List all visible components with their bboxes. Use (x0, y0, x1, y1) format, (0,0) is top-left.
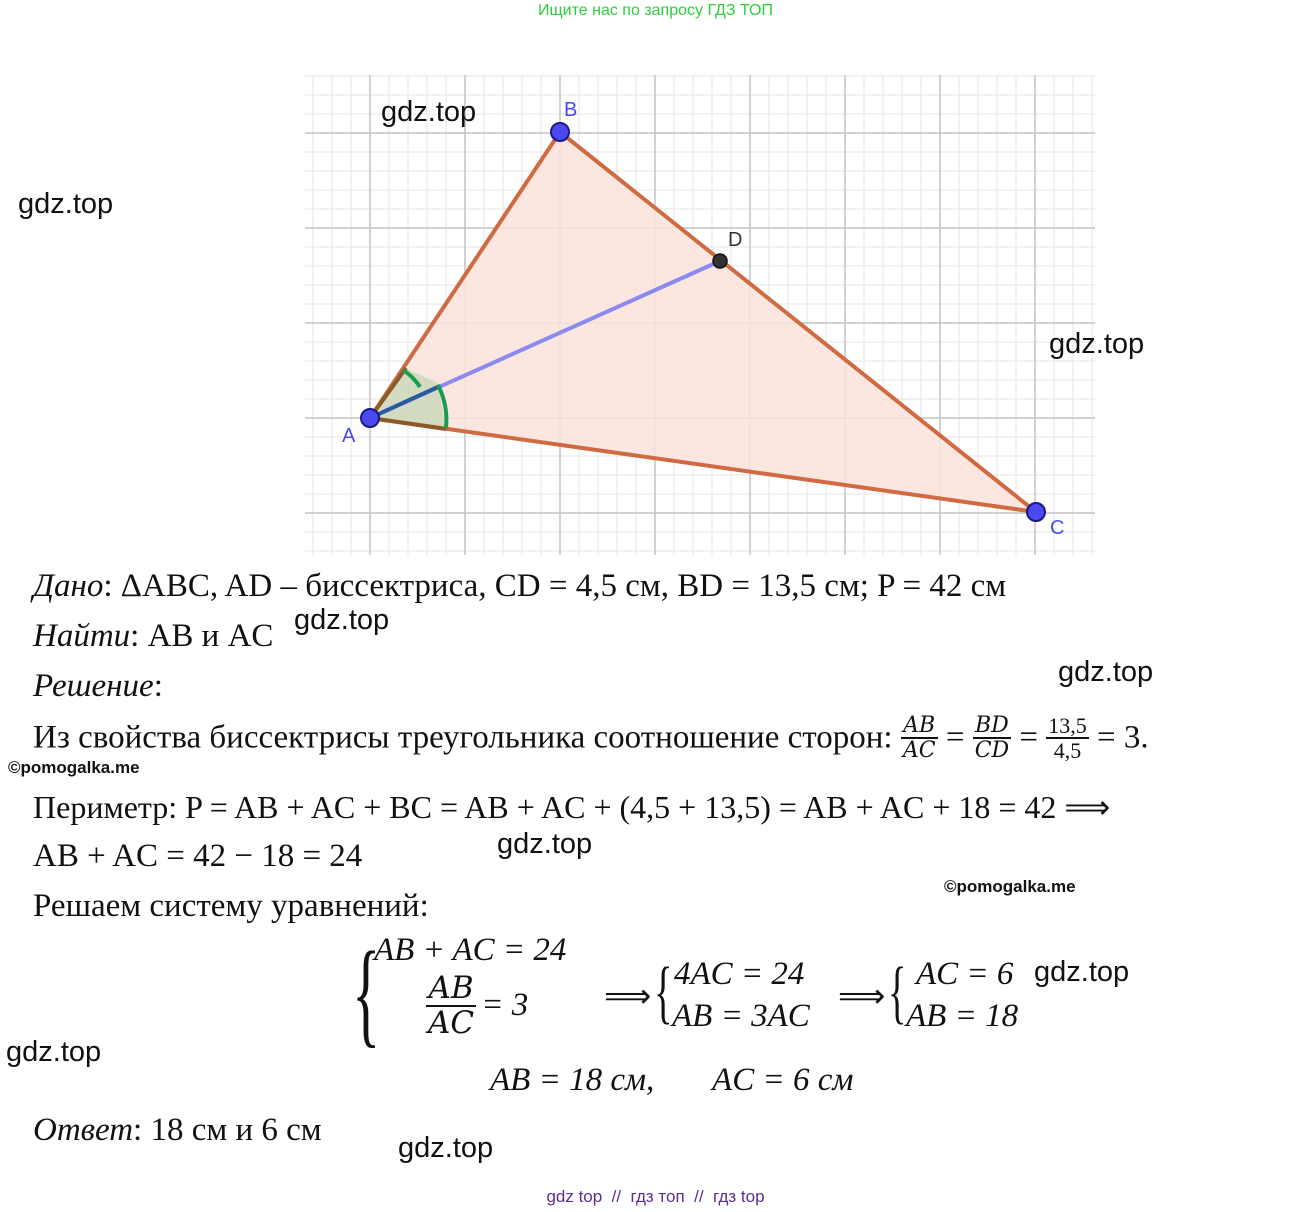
find-line (33, 618, 273, 655)
point-a (361, 409, 379, 427)
given-line (33, 568, 1006, 605)
watermark-gdz-9: gdz.top (398, 1132, 494, 1164)
perimeter-line-1: Периметр: P = AB + AC + BC = AB + AC + (4,5 + 13,5) = AB + AC + 18 = 42 ⟹ (33, 789, 1111, 825)
watermark-gdz-8: gdz.top (6, 1036, 102, 1068)
solution-label: Решение (33, 668, 154, 704)
fraction-numbers: $\frac{13,5}{4,5}$ (1048, 713, 1087, 764)
system-brace-2: { (654, 954, 673, 1031)
system-arrow-2: ⟹ (838, 979, 886, 1015)
answer-line (33, 1112, 322, 1149)
solution-line (33, 668, 163, 705)
ratio-text: Из свойства биссектрисы треугольника соотношение сторон: (33, 719, 901, 756)
watermark-gdz-5: gdz.top (1058, 656, 1154, 688)
given-text: : ΔABC, AD – биссектриса, CD = 4,5 см, BD = 13,5 см; P = 42 см (103, 568, 1007, 604)
given-label: Дано (33, 568, 104, 604)
find-text: : AB и AC (130, 618, 274, 654)
label-a: A (342, 425, 356, 447)
watermark-pomogalka-2: ©pomogalka.me (944, 877, 1076, 896)
system3-line-1: AC = 6 (916, 956, 1014, 992)
system-eq-1: AB + AC = 24 (374, 932, 567, 968)
triangle-figure (0, 0, 1311, 560)
search-hint: Ищите нас по запросу ГДЗ ТОП (538, 2, 773, 19)
point-d (713, 254, 727, 268)
ratio-result: = 3. (1097, 719, 1149, 756)
watermark-gdz-3: gdz.top (1049, 328, 1145, 360)
footer-links[interactable]: gdz top // гдз топ // гдз top (546, 1187, 765, 1206)
watermark-gdz-7: gdz.top (1034, 956, 1130, 988)
point-b (551, 123, 569, 141)
system-brace-1: { (352, 927, 381, 1058)
perimeter-line-2: AB + AC = 42 − 18 = 24 (33, 838, 363, 874)
watermark-gdz-1: gdz.top (381, 96, 477, 128)
system-intro: Решаем систему уравнений: (33, 888, 429, 924)
fraction-bd-cd: $\frac{BD}{CD}$ (974, 713, 1010, 764)
system-arrow-1: ⟹ (604, 979, 652, 1015)
find-label: Найти (33, 618, 131, 654)
system-eq-2 (426, 972, 528, 1039)
watermark-gdz-2: gdz.top (18, 188, 114, 220)
system3-line-2: AB = 18 (906, 998, 1019, 1034)
system-fraction-rhs: = 3 (481, 987, 529, 1024)
system2-line-2: AB = 3AC (672, 998, 810, 1034)
ratio-eq-2: = (1019, 719, 1039, 756)
system-result: AB = 18 см, AC = 6 см (490, 1062, 854, 1098)
label-b: B (564, 99, 578, 121)
watermark-gdz-6: gdz.top (497, 828, 593, 860)
system-fraction: $\frac{AB}{AC}$ (428, 970, 475, 1041)
watermark-pomogalka-1: ©pomogalka.me (8, 758, 140, 777)
point-c (1027, 503, 1045, 521)
answer-label: Ответ (33, 1112, 134, 1148)
label-c: C (1050, 517, 1065, 539)
system2-line-1: 4AC = 24 (674, 956, 805, 992)
watermark-gdz-4: gdz.top (294, 604, 390, 636)
solution-text: : (153, 668, 163, 704)
answer-text: : 18 см и 6 см (133, 1112, 322, 1148)
ratio-eq-1: = (945, 719, 965, 756)
system-brace-3: { (888, 954, 907, 1031)
fraction-ab-ac: $\frac{AB}{AC}$ (902, 713, 936, 764)
label-d: D (728, 229, 743, 251)
triangle-abc (370, 132, 1036, 512)
ratio-line (33, 714, 1149, 762)
